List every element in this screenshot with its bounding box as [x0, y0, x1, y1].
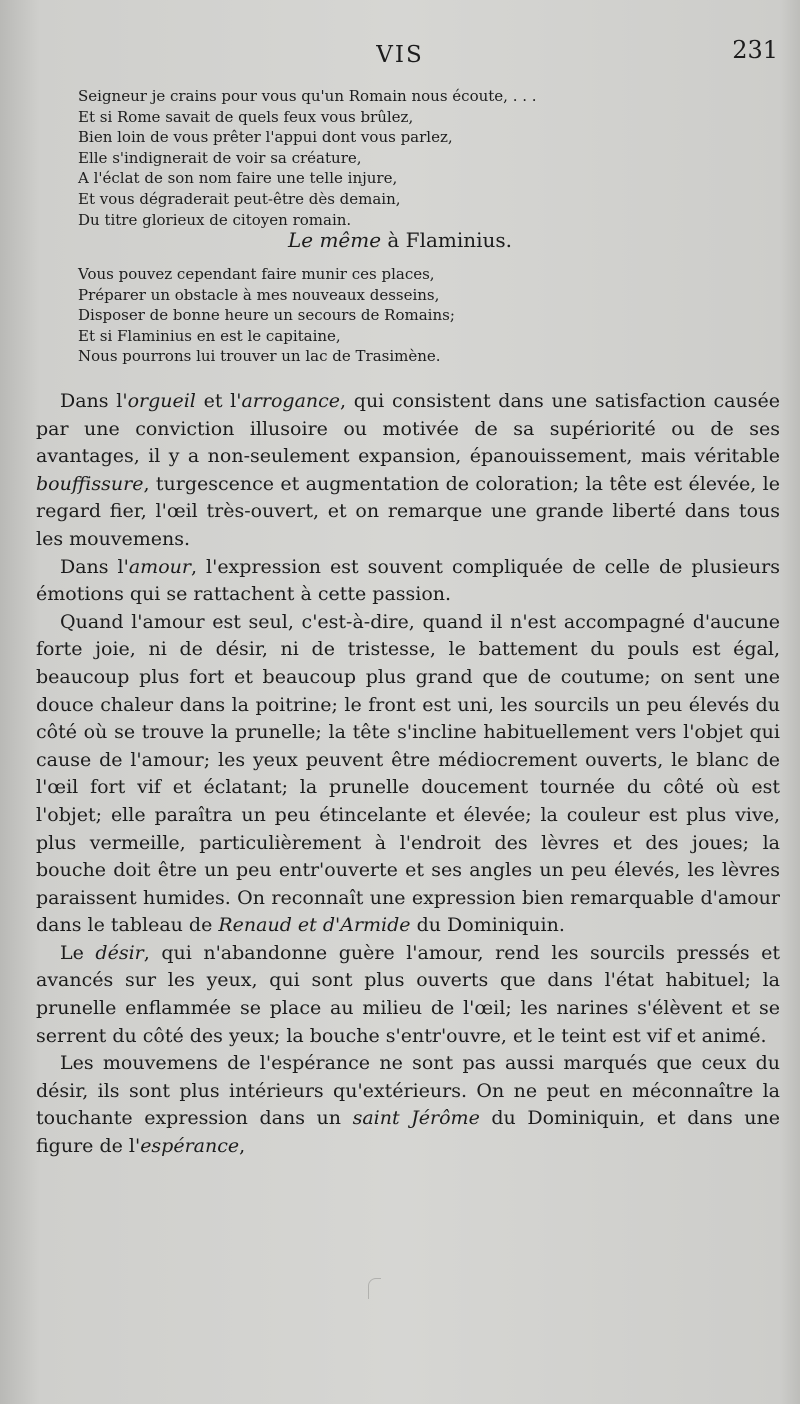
page-number: 231 [732, 36, 778, 64]
text-run: , qui consistent dans une satisfaction causée par une conviction illusoire ou motivée de sa supériorité ou de ses avantages, il y a non-seulement expansion, épanouissement, mais véritable [36, 390, 780, 468]
text-run: Les mouvemens de l'espérance ne sont pas aussi marqués que ceux du désir, ils sont plus intérieurs qu'extérieurs. On ne peut en méconnaître la touchante expression dans un [36, 1052, 780, 1130]
text-run: Quand l'amour est seul, c'est-à-dire, quand il n'est accompagné d'aucune forte joie, ni de désir, ni de tristesse, le battement du pouls est égal, beaucoup plus fort et beaucoup plus grand que de coutume; on sent une douce chaleur dans la poitrine; le front est uni, les sourcils un peu élevés du côté où se trouve la prunelle; la tête s'incline habituellement vers l'objet qui cause de l'amour; les yeux peuvent être médiocrement ouverts, le blanc de l'œil fort vif et éclatant; la prunelle doucement tournée du côté où est l'objet; elle paraîtra un peu étincelante et élevée; la couleur est plus vive, plus vermeille, particulièrement à l'endroit des lèvres et des joues; la bouche doit être un peu entr'ouverte et ses angles un peu élevés, les lèvres paraissent humides. On reconnaît une expression bien remarquable d'amour dans le tableau de [36, 610, 780, 937]
text-run: Le [60, 941, 96, 964]
paragraph-esperance [36, 1050, 780, 1160]
verse-line: Bien loin de vous prêter l'appui dont vous parlez, [78, 128, 453, 147]
text-run: , l'expression est souvent compliquée de celle de plusieurs émotions qui se rattachent à cette passion. [36, 555, 780, 606]
verse-block-1 [78, 86, 678, 230]
italic-term: bouffissure [36, 472, 144, 495]
italic-term: saint Jérôme [352, 1107, 480, 1130]
speaker-heading-rest: à Flaminius. [381, 228, 513, 252]
running-head: VIS [376, 42, 424, 68]
italic-term: Renaud et d'Armide [218, 914, 411, 937]
text-run: et l' [195, 390, 242, 412]
italic-term: orgueil [127, 390, 196, 412]
verse-line: Elle s'indignerait de voir sa créature, [78, 148, 362, 167]
verse-line: Nous pourrons lui trouver un lac de Trasimène. [78, 347, 441, 366]
text-run: du Dominiquin. [410, 914, 565, 937]
verse-line: Seigneur je crains pour vous qu'un Romain nous écoute, . . . [78, 87, 537, 105]
verse-line: Préparer un obstacle à mes nouveaux desseins, [78, 285, 440, 304]
prose-body [36, 388, 780, 1161]
verse-line: Et vous dégraderait peut-être dès demain, [78, 189, 401, 208]
paragraph-amour [36, 554, 780, 609]
text-run: du Dominiquin, et dans une figure de l' [36, 1107, 780, 1158]
paragraph-orgueil [36, 388, 780, 554]
text-run: Dans l' [60, 555, 129, 578]
verse-line: Et si Rome savait de quels feux vous brûlez, [78, 107, 414, 126]
paragraph-amour-seul [36, 609, 780, 940]
stray-ink-mark [368, 1278, 381, 1299]
text-run: , turgescence et augmentation de coloration; la tête est élevée, le regard fier, l'œil très-ouvert, et on remarque une grande liberté dans tous les mouvemens. [36, 472, 780, 550]
verse-line: Et si Flaminius en est le capitaine, [78, 326, 341, 345]
italic-term: désir [95, 941, 144, 964]
italic-term: arrogance [241, 390, 341, 412]
verse-block-2 [78, 264, 678, 367]
verse-line: Du titre glorieux de citoyen romain. [78, 210, 352, 229]
paragraph-desir [36, 940, 780, 1050]
text-run: , [239, 1135, 246, 1158]
verse-line: A l'éclat de son nom faire une telle injure, [78, 169, 398, 188]
text-run: , qui n'abandonne guère l'amour, rend les sourcils pressés et avancés sur les yeux, qui sont plus ouverts que dans l'état habituel; la prunelle enflammée se place au milieu de l'œil; les narines s'élèvent et se serrent du côté des yeux; la bouche s'entr'ouvre, et le teint est vif et animé. [36, 941, 780, 1047]
speaker-heading [0, 228, 800, 252]
speaker-heading-italic: Le même [287, 228, 382, 252]
italic-term: espérance [140, 1135, 240, 1158]
verse-line: Vous pouvez cependant faire munir ces places, [78, 265, 435, 283]
italic-term: amour [128, 555, 191, 578]
text-run: Dans l' [60, 390, 128, 412]
verse-line: Disposer de bonne heure un secours de Romains; [78, 306, 455, 325]
